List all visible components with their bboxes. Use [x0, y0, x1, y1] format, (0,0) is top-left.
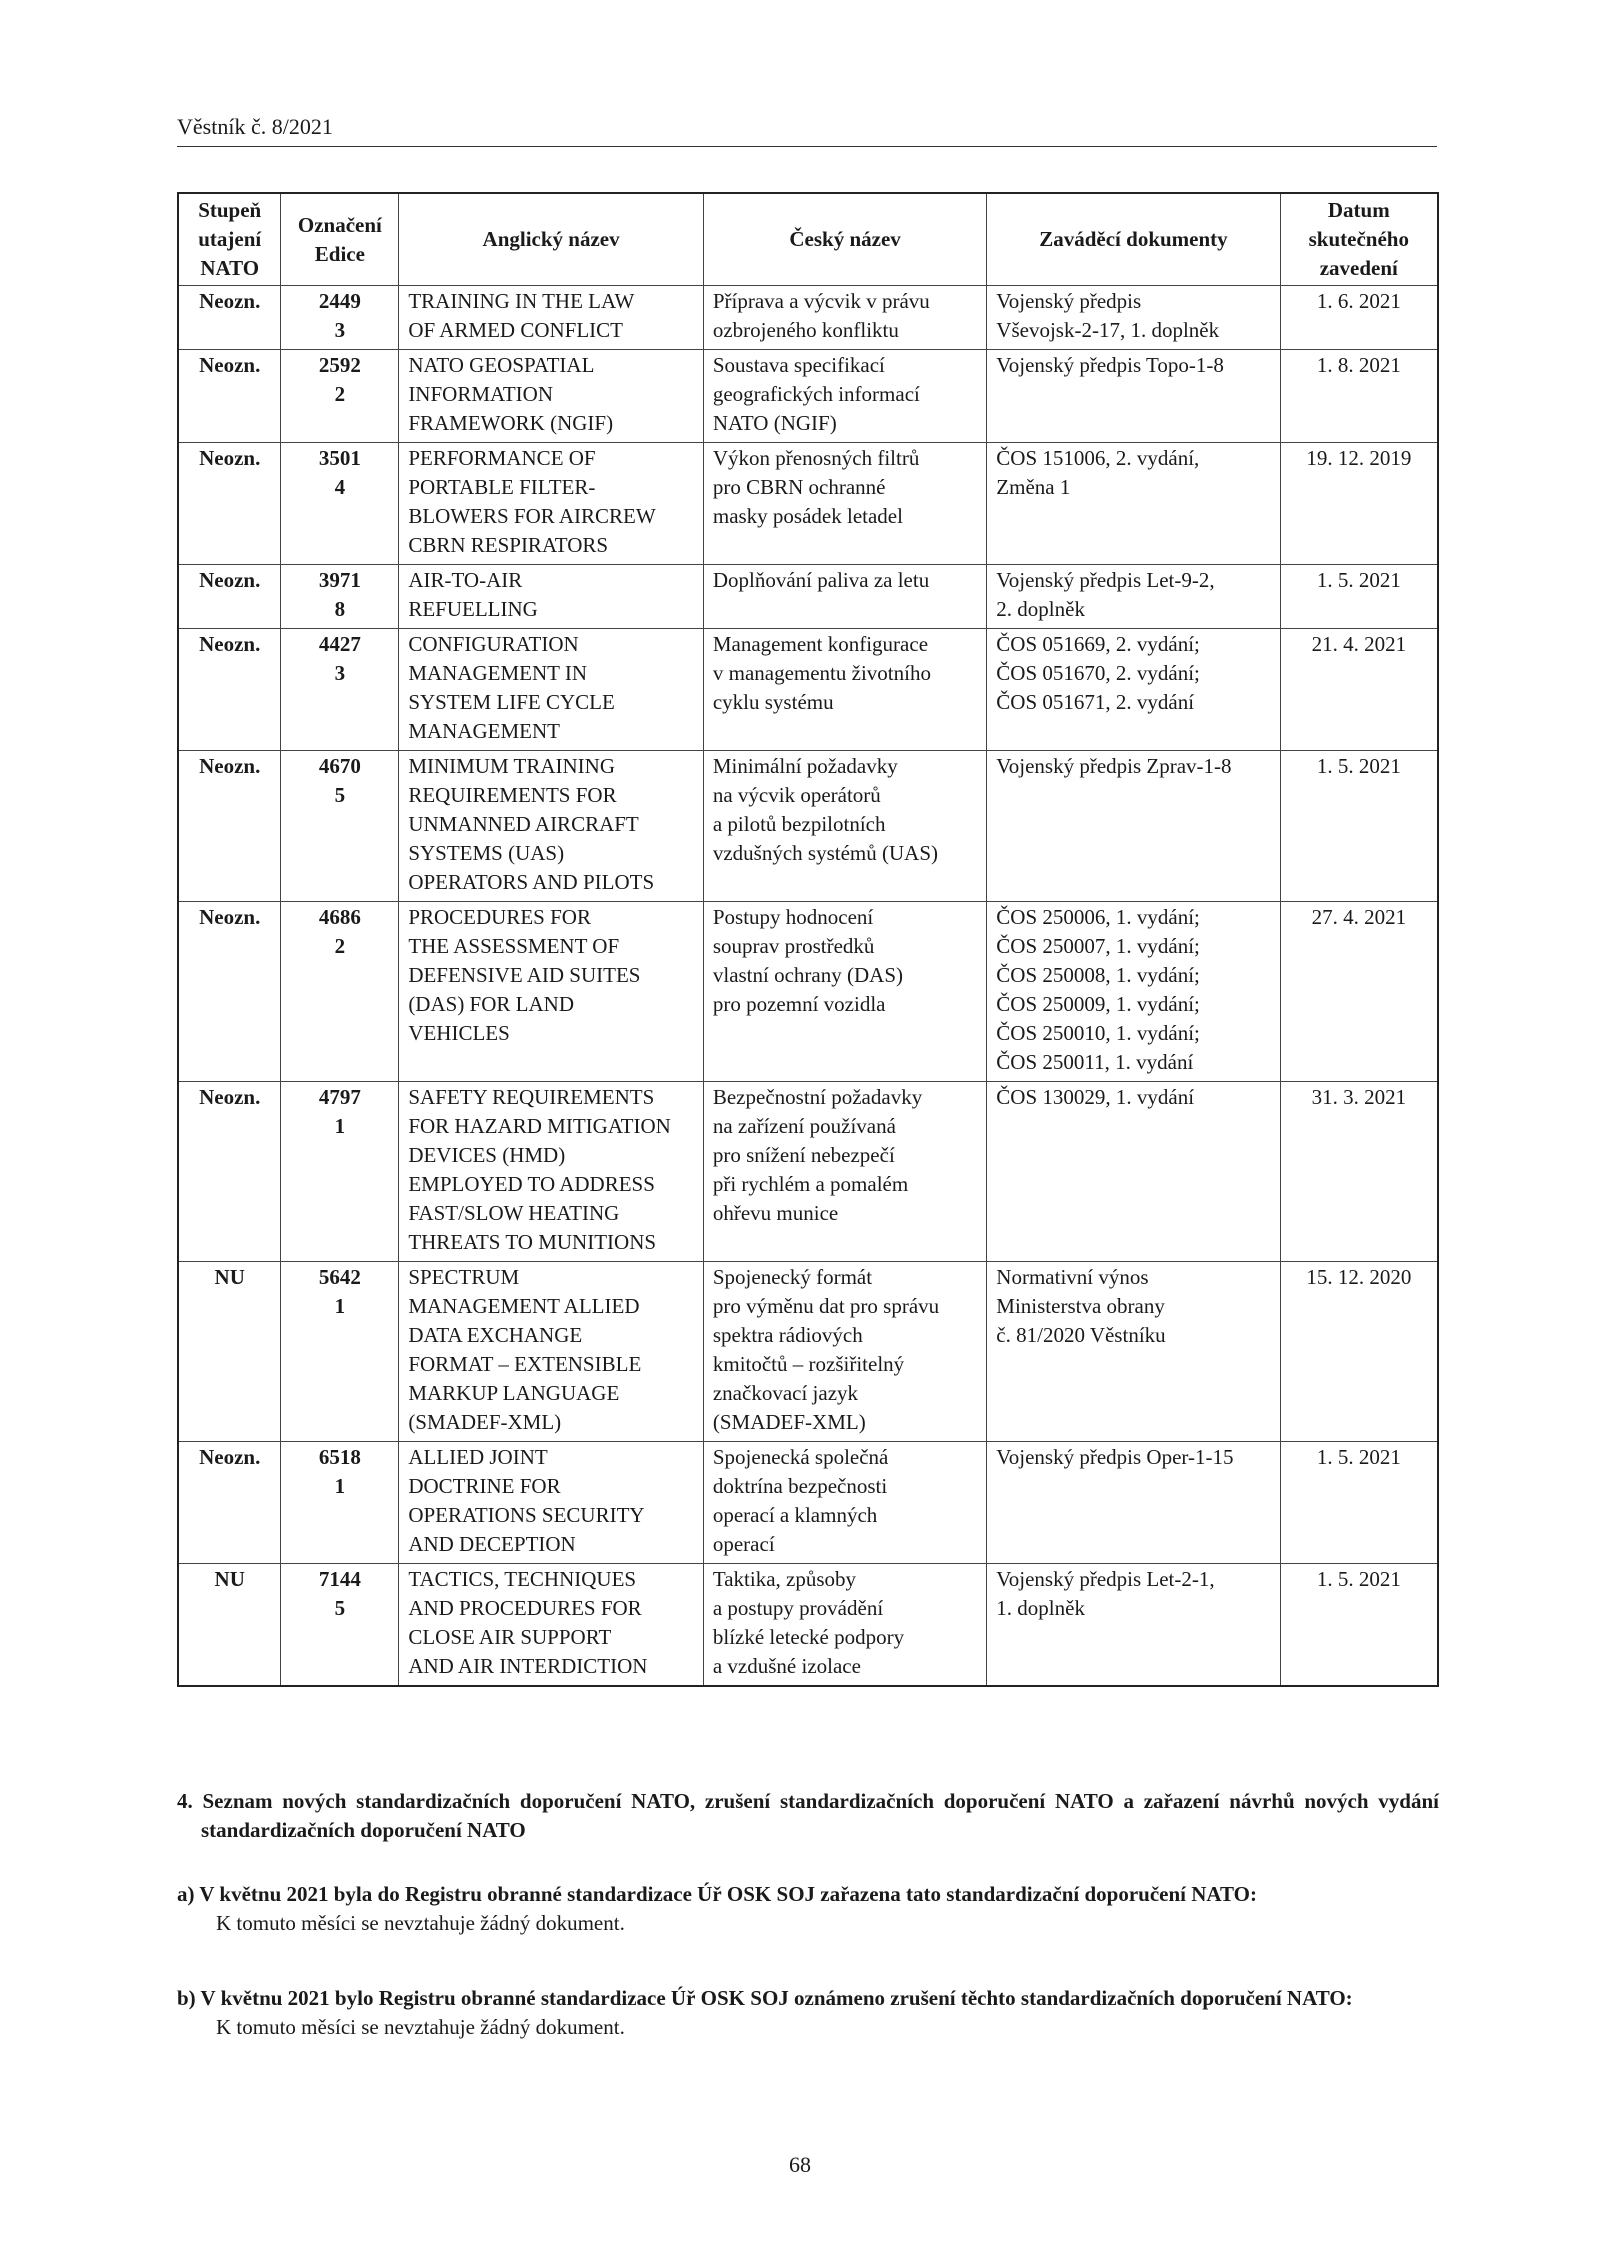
header-oznaceni: Označení Edice: [281, 193, 399, 286]
section-a: [177, 1880, 1439, 1938]
cell-zavadeci: ČOS 051669, 2. vydání; ČOS 051670, 2. vydání; ČOS 051671, 2. vydání: [987, 629, 1280, 751]
header-cesky: Český název: [703, 193, 986, 286]
cell-cesky: Postupy hodnocení souprav prostředků vlastní ochrany (DAS) pro pozemní vozidla: [703, 902, 986, 1082]
cell-cesky: Bezpečnostní požadavky na zařízení používaná pro snížení nebezpečí při rychlém a pomalém ohřevu munice: [703, 1082, 986, 1262]
table-header-row: [178, 193, 1438, 286]
cell-oznaceni: 3501 4: [281, 443, 399, 565]
section-a-note: K tomuto měsíci se nevztahuje žádný dokument.: [216, 1911, 625, 1935]
cell-zavadeci: Vojenský předpis Let-9-2, 2. doplněk: [987, 565, 1280, 629]
cell-zavadeci: ČOS 151006, 2. vydání, Změna 1: [987, 443, 1280, 565]
cell-anglicky: PERFORMANCE OF PORTABLE FILTER- BLOWERS FOR AIRCREW CBRN RESPIRATORS: [399, 443, 704, 565]
cell-zavadeci: ČOS 250006, 1. vydání; ČOS 250007, 1. vydání; ČOS 250008, 1. vydání; ČOS 250009, 1. vydání; ČOS 250010, 1. vydání; ČOS 250011, 1. vydání: [987, 902, 1280, 1082]
cell-cesky: Výkon přenosných filtrů pro CBRN ochranné masky posádek letadel: [703, 443, 986, 565]
cell-stupen: NU: [178, 1564, 281, 1687]
cell-oznaceni: 5642 1: [281, 1262, 399, 1442]
table-row: [178, 1564, 1438, 1687]
cell-oznaceni: 4686 2: [281, 902, 399, 1082]
cell-stupen: Neozn.: [178, 286, 281, 350]
cell-cesky: Doplňování paliva za letu: [703, 565, 986, 629]
cell-stupen: Neozn.: [178, 1442, 281, 1564]
cell-oznaceni: 7144 5: [281, 1564, 399, 1687]
cell-datum: 27. 4. 2021: [1280, 902, 1438, 1082]
cell-stupen: Neozn.: [178, 565, 281, 629]
cell-oznaceni: 6518 1: [281, 1442, 399, 1564]
cell-datum: 1. 6. 2021: [1280, 286, 1438, 350]
header-datum: Datum skutečného zavedení: [1280, 193, 1438, 286]
cell-anglicky: NATO GEOSPATIAL INFORMATION FRAMEWORK (NGIF): [399, 350, 704, 443]
cell-oznaceni: 3971 8: [281, 565, 399, 629]
cell-oznaceni: 4797 1: [281, 1082, 399, 1262]
section-b: [177, 1984, 1439, 2042]
section-4: [177, 1787, 1439, 1845]
table-row: [178, 1082, 1438, 1262]
cell-anglicky: ALLIED JOINT DOCTRINE FOR OPERATIONS SECURITY AND DECEPTION: [399, 1442, 704, 1564]
cell-datum: 19. 12. 2019: [1280, 443, 1438, 565]
page-number: 68: [789, 2152, 811, 2177]
cell-anglicky: TACTICS, TECHNIQUES AND PROCEDURES FOR CLOSE AIR SUPPORT AND AIR INTERDICTION: [399, 1564, 704, 1687]
table-row: [178, 286, 1438, 350]
cell-zavadeci: Vojenský předpis Zprav-1-8: [987, 751, 1280, 902]
cell-cesky: Taktika, způsoby a postupy provádění blízké letecké podpory a vzdušné izolace: [703, 1564, 986, 1687]
cell-zavadeci: Normativní výnos Ministerstva obrany č. 81/2020 Věstníku: [987, 1262, 1280, 1442]
cell-anglicky: AIR-TO-AIR REFUELLING: [399, 565, 704, 629]
cell-datum: 1. 5. 2021: [1280, 1564, 1438, 1687]
cell-stupen: Neozn.: [178, 751, 281, 902]
cell-zavadeci: ČOS 130029, 1. vydání: [987, 1082, 1280, 1262]
table-row: [178, 1442, 1438, 1564]
cell-datum: 31. 3. 2021: [1280, 1082, 1438, 1262]
cell-anglicky: CONFIGURATION MANAGEMENT IN SYSTEM LIFE CYCLE MANAGEMENT: [399, 629, 704, 751]
cell-stupen: Neozn.: [178, 629, 281, 751]
section-b-note: K tomuto měsíci se nevztahuje žádný dokument.: [216, 2015, 625, 2039]
table-row: [178, 565, 1438, 629]
table-row: [178, 443, 1438, 565]
cell-datum: 1. 5. 2021: [1280, 1442, 1438, 1564]
cell-stupen: Neozn.: [178, 902, 281, 1082]
table-row: [178, 350, 1438, 443]
header-anglicky: Anglický název: [399, 193, 704, 286]
cell-oznaceni: 4427 3: [281, 629, 399, 751]
cell-datum: 1. 5. 2021: [1280, 565, 1438, 629]
cell-stupen: Neozn.: [178, 1082, 281, 1262]
cell-zavadeci: Vojenský předpis Oper-1-15: [987, 1442, 1280, 1564]
standards-table: [177, 192, 1439, 1687]
cell-stupen: NU: [178, 1262, 281, 1442]
cell-cesky: Minimální požadavky na výcvik operátorů a pilotů bezpilotních vzdušných systémů (UAS): [703, 751, 986, 902]
table-row: [178, 751, 1438, 902]
cell-oznaceni: 4670 5: [281, 751, 399, 902]
cell-anglicky: MINIMUM TRAINING REQUIREMENTS FOR UNMANNED AIRCRAFT SYSTEMS (UAS) OPERATORS AND PILOTS: [399, 751, 704, 902]
section-a-title: a) V květnu 2021 byla do Registru obranné standardizace Úř OSK SOJ zařazena tato standardizační doporučení NATO:: [177, 1882, 1257, 1906]
cell-anglicky: PROCEDURES FOR THE ASSESSMENT OF DEFENSIVE AID SUITES (DAS) FOR LAND VEHICLES: [399, 902, 704, 1082]
cell-zavadeci: Vojenský předpis Vševojsk-2-17, 1. doplněk: [987, 286, 1280, 350]
page-header: Věstník č. 8/2021: [177, 114, 1437, 147]
cell-cesky: Management konfigurace v managementu životního cyklu systému: [703, 629, 986, 751]
table-row: [178, 902, 1438, 1082]
cell-zavadeci: Vojenský předpis Let-2-1, 1. doplněk: [987, 1564, 1280, 1687]
cell-datum: 15. 12. 2020: [1280, 1262, 1438, 1442]
cell-stupen: Neozn.: [178, 443, 281, 565]
cell-oznaceni: 2449 3: [281, 286, 399, 350]
cell-anglicky: SAFETY REQUIREMENTS FOR HAZARD MITIGATION DEVICES (HMD) EMPLOYED TO ADDRESS FAST/SLOW HEATING THREATS TO MUNITIONS: [399, 1082, 704, 1262]
cell-anglicky: TRAINING IN THE LAW OF ARMED CONFLICT: [399, 286, 704, 350]
section-b-title: b) V květnu 2021 bylo Registru obranné standardizace Úř OSK SOJ oznámeno zrušení těchto standardizačních doporučení NATO:: [177, 1986, 1353, 2010]
cell-cesky: Příprava a výcvik v právu ozbrojeného konfliktu: [703, 286, 986, 350]
table-row: [178, 629, 1438, 751]
section-4-title: 4. Seznam nových standardizačních doporučení NATO, zrušení standardizačních doporučení NATO a zařazení návrhů nových vydání standardizačních doporučení NATO: [177, 1789, 1439, 1842]
cell-anglicky: SPECTRUM MANAGEMENT ALLIED DATA EXCHANGE FORMAT – EXTENSIBLE MARKUP LANGUAGE (SMADEF-XML): [399, 1262, 704, 1442]
cell-datum: 1. 8. 2021: [1280, 350, 1438, 443]
header-zavadeci: Zaváděcí dokumenty: [987, 193, 1280, 286]
cell-cesky: Soustava specifikací geografických informací NATO (NGIF): [703, 350, 986, 443]
table-row: [178, 1262, 1438, 1442]
cell-cesky: Spojenecký formát pro výměnu dat pro správu spektra rádiových kmitočtů – rozšiřitelný značkovací jazyk (SMADEF-XML): [703, 1262, 986, 1442]
table-body: [178, 286, 1438, 1687]
cell-cesky: Spojenecká společná doktrína bezpečnosti operací a klamných operací: [703, 1442, 986, 1564]
cell-zavadeci: Vojenský předpis Topo-1-8: [987, 350, 1280, 443]
cell-stupen: Neozn.: [178, 350, 281, 443]
cell-datum: 21. 4. 2021: [1280, 629, 1438, 751]
cell-datum: 1. 5. 2021: [1280, 751, 1438, 902]
cell-oznaceni: 2592 2: [281, 350, 399, 443]
header-stupen: Stupeň utajení NATO: [178, 193, 281, 286]
